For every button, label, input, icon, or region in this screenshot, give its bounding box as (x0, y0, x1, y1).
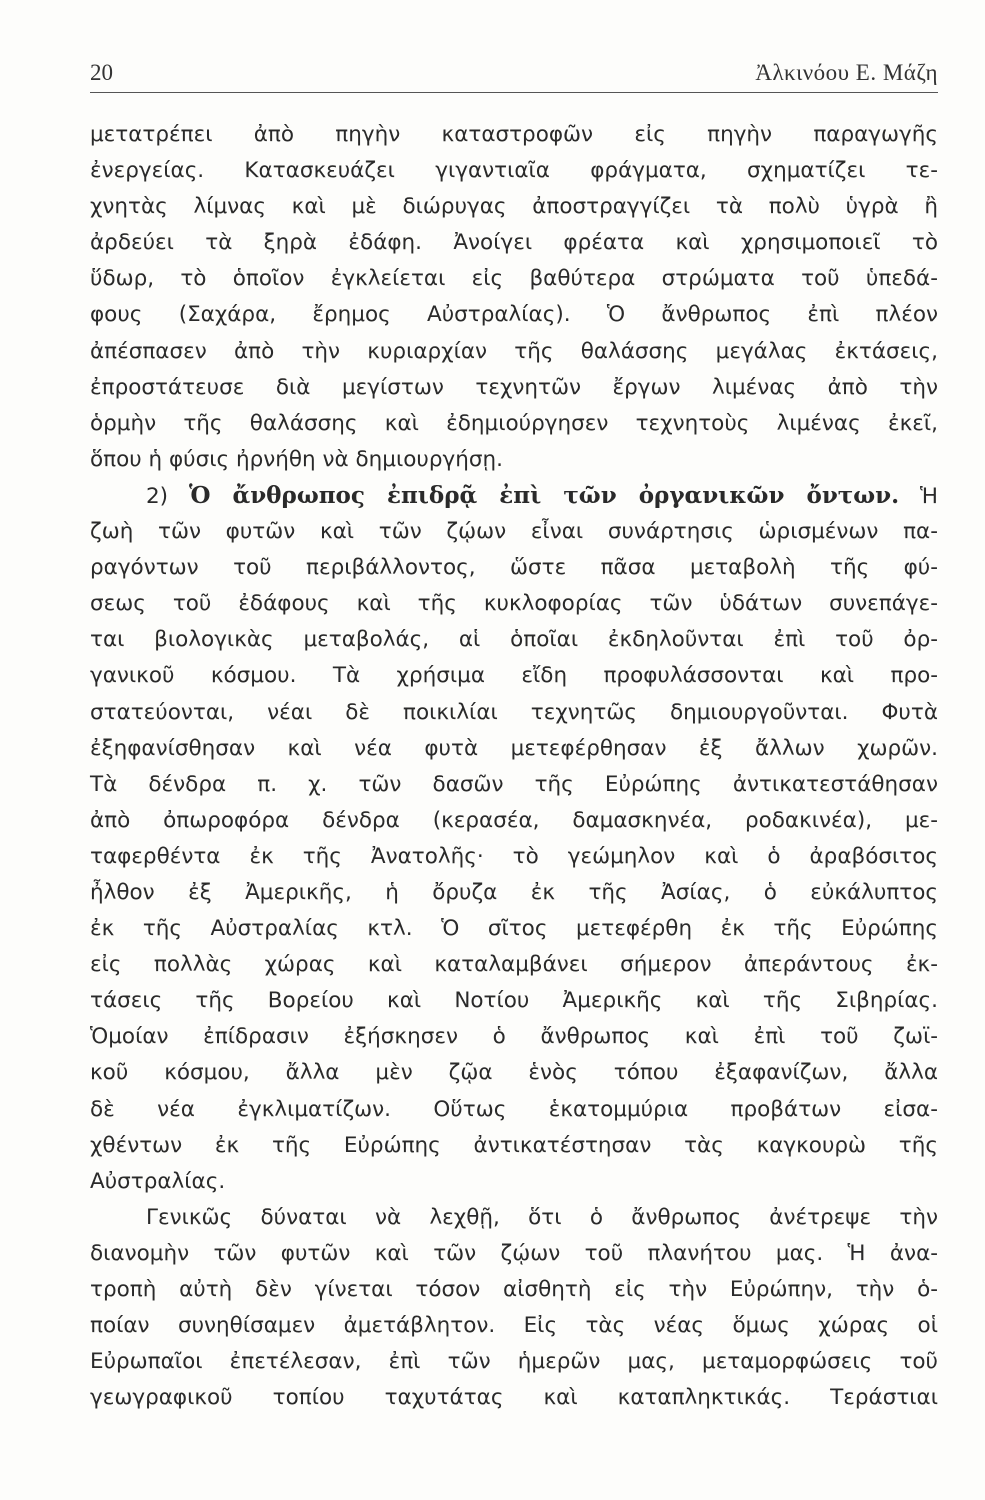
text-line: κοῦ κόσμου, ἄλλα μὲν ζῷα ἑνὸς τόπου ἐξαφανίζων, ἄλλα (90, 1060, 938, 1086)
text-line: εἰς πολλὰς χώρας καὶ καταλαμβάνει σήμερον ἀπεράντους ἐκ- (90, 952, 938, 978)
text-line: ὕδωρ, τὸ ὁποῖον ἐγκλείεται εἰς βαθύτερα στρώματα τοῦ ὑπεδά- (90, 266, 938, 292)
page-header (90, 58, 938, 93)
text-line: ἀρδεύει τὰ ξηρὰ ἐδάφη. Ἀνοίγει φρέατα καὶ χρησιμοποιεῖ τὸ (90, 230, 938, 256)
text-line: Αὐστραλίας. (90, 1168, 226, 1194)
page-number: 20 (90, 60, 113, 85)
text-line: ται βιολογικὰς μεταβολάς, αἱ ὁποῖαι ἐκδηλοῦνται ἐπὶ τοῦ ὀρ- (90, 627, 938, 653)
text-line: ὅπου ἡ φύσις ἠρνήθη νὰ δημιουργήσῃ. (90, 446, 503, 472)
text-line: Ὁμοίαν ἐπίδρασιν ἐξήσκησεν ὁ ἄνθρωπος καὶ ἐπὶ τοῦ ζωϊ- (90, 1024, 938, 1050)
text-line: ποίαν συνηθίσαμεν ἀμετάβλητον. Εἰς τὰς νέας ὅμως χώρας οἱ (90, 1313, 938, 1339)
text-line: γανικοῦ κόσμου. Τὰ χρήσιμα εἴδη προφυλάσσονται καὶ προ- (90, 663, 938, 689)
text-line: δὲ νέα ἐγκλιματίζων. Οὕτως ἑκατομμύρια προβάτων εἰσα- (90, 1096, 938, 1122)
section-number: 2) (146, 483, 169, 509)
text-line: ὁρμὴν τῆς θαλάσσης καὶ ἐδημιούργησεν τεχνητοὺς λιμένας ἐκεῖ, (90, 410, 938, 436)
text-line: διανομὴν τῶν φυτῶν καὶ τῶν ζῴων τοῦ πλανήτου μας. Ἡ ἀνα- (90, 1240, 938, 1266)
text-line: ἐνεργείας. Κατασκευάζει γιγαντιαῖα φράγματα, σχηματίζει τε- (90, 158, 938, 184)
text-line: ἐξηφανίσθησαν καὶ νέα φυτὰ μετεφέρθησαν ἐξ ἄλλων χωρῶν. (90, 735, 938, 761)
text-line: Γενικῶς δύναται νὰ λεχθῇ, ὅτι ὁ ἄνθρωπος ἀνέτρεψε τὴν (146, 1204, 938, 1230)
text-line: ζωὴ τῶν φυτῶν καὶ τῶν ζῴων εἶναι συνάρτησις ὡρισμένων πα- (90, 519, 938, 545)
text-line: μετατρέπει ἀπὸ πηγὴν καταστροφῶν εἰς πηγὴν παραγωγῆς (90, 122, 938, 147)
text-line: ραγόντων τοῦ περιβάλλοντος, ὥστε πᾶσα μεταβολὴ τῆς φύ- (90, 555, 938, 581)
text-line: ἦλθον ἐξ Ἀμερικῆς, ἡ ὄρυζα ἐκ τῆς Ἀσίας, ὁ εὐκάλυπτος (90, 879, 938, 905)
text-line: τάσεις τῆς Βορείου καὶ Νοτίου Ἀμερικῆς καὶ τῆς Σιβηρίας. (90, 988, 938, 1014)
section-heading: Ὁ ἄνθρωπος ἐπιδρᾷ ἐπὶ τῶν ὀργανικῶν ὄντων. (188, 481, 900, 509)
text-line: χνητὰς λίμνας καὶ μὲ διώρυγας ἀποστραγγίζει τὰ πολὺ ὑγρὰ ἢ (90, 194, 938, 220)
text-line: στατεύονται, νέαι δὲ ποικιλίαι τεχνητῶς δημιουργοῦνται. Φυτὰ (90, 699, 938, 725)
text-line: Τὰ δένδρα π. χ. τῶν δασῶν τῆς Εὐρώπης ἀντικατεστάθησαν (90, 771, 938, 797)
text-line: ἀπὸ ὀπωροφόρα δένδρα (κερασέα, δαμασκηνέα, ροδακινέα), με- (90, 807, 938, 833)
text-line: τροπὴ αὐτὴ δὲν γίνεται τόσον αἰσθητὴ εἰς τὴν Εὐρώπην, τὴν ὁ- (90, 1277, 938, 1302)
text-line: γεωγραφικοῦ τοπίου ταχυτάτας καὶ καταπληκτικάς. Τεράστιαι (90, 1385, 938, 1411)
heading-continuation: Ἡ (920, 483, 938, 509)
text-line: ἀπέσπασεν ἀπὸ τὴν κυριαρχίαν τῆς θαλάσσης μεγάλας ἐκτάσεις, (90, 338, 938, 364)
running-head: Ἀλκινόου Ε. Μάζη (755, 60, 938, 85)
text-line: φους (Σαχάρα, ἔρημος Αὐστραλίας). Ὁ ἄνθρωπος ἐπὶ πλέον (90, 302, 938, 328)
text-line: ταφερθέντα ἐκ τῆς Ἀνατολῆς· τὸ γεώμηλον καὶ ὁ ἀραβόσιτος (90, 843, 938, 869)
text-line: ἐπροστάτευσε διὰ μεγίστων τεχνητῶν ἔργων λιμένας ἀπὸ τὴν (90, 374, 938, 400)
text-line: Εὐρωπαῖοι ἐπετέλεσαν, ἐπὶ τῶν ἡμερῶν μας, μεταμορφώσεις τοῦ (90, 1349, 938, 1375)
text-line: χθέντων ἐκ τῆς Εὐρώπης ἀντικατέστησαν τὰς καγκουρὼ τῆς (90, 1132, 938, 1158)
section-heading-line (90, 478, 938, 514)
body-text (90, 117, 938, 1416)
text-line: ἐκ τῆς Αὐστραλίας κτλ. Ὁ σῖτος μετεφέρθη ἐκ τῆς Εὐρώπης (90, 916, 938, 942)
text-line: σεως τοῦ ἐδάφους καὶ τῆς κυκλοφορίας τῶν ὑδάτων συνεπάγε- (90, 591, 938, 617)
